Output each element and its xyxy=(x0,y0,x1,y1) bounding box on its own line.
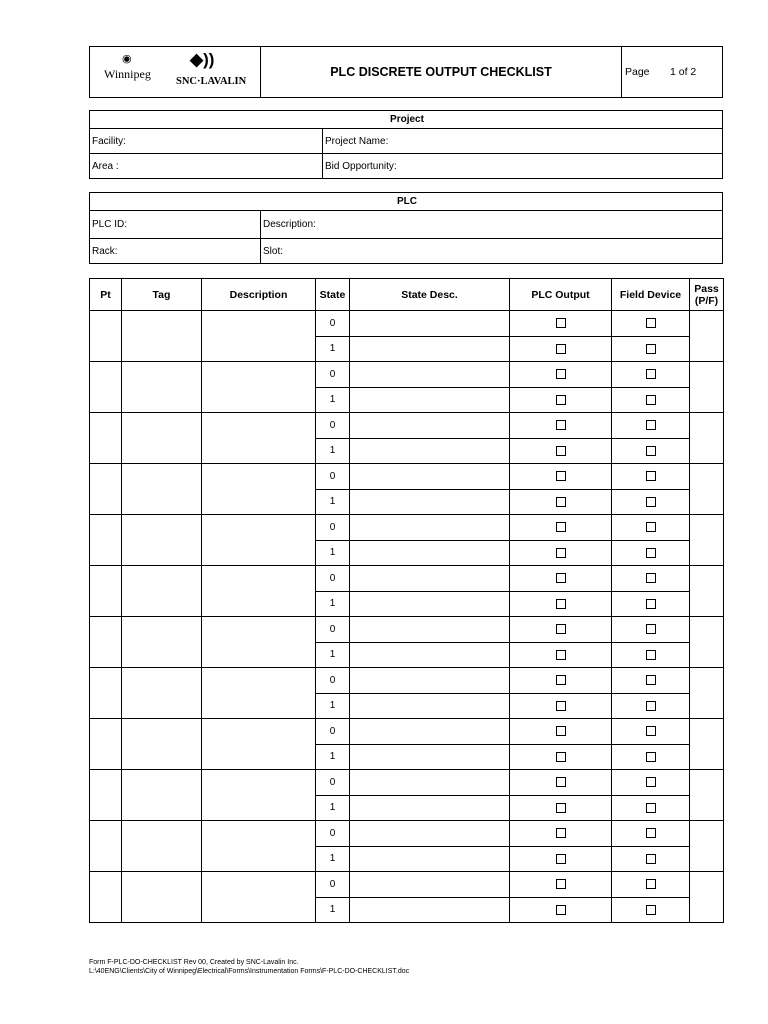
tag-cell[interactable] xyxy=(122,413,202,464)
plc-output-checkbox[interactable] xyxy=(556,522,566,532)
field-device-checkbox[interactable] xyxy=(646,803,656,813)
form-header xyxy=(89,46,723,98)
field-device-cell xyxy=(612,311,690,337)
col-header-pt: Pt xyxy=(90,279,122,311)
plc-output-checkbox[interactable] xyxy=(556,752,566,762)
field-device-checkbox[interactable] xyxy=(646,446,656,456)
plc-output-checkbox[interactable] xyxy=(556,828,566,838)
field-device-checkbox[interactable] xyxy=(646,726,656,736)
facility-field[interactable]: Facility: xyxy=(90,129,323,154)
field-device-cell xyxy=(612,617,690,643)
table-row xyxy=(90,413,724,439)
plc-output-checkbox[interactable] xyxy=(556,650,566,660)
state-cell: 0 xyxy=(316,719,350,745)
table-row xyxy=(90,821,724,847)
pt-cell[interactable] xyxy=(90,770,122,821)
table-row xyxy=(90,770,724,796)
pt-cell[interactable] xyxy=(90,413,122,464)
description-cell[interactable] xyxy=(202,821,316,872)
state-desc-cell[interactable] xyxy=(350,872,510,898)
form-title: PLC DISCRETE OUTPUT CHECKLIST xyxy=(261,47,622,98)
state-cell: 0 xyxy=(316,668,350,694)
plc-output-cell xyxy=(510,515,612,541)
state-desc-cell[interactable] xyxy=(350,795,510,821)
plc-output-cell xyxy=(510,795,612,821)
page-label: Page xyxy=(625,66,650,78)
col-header-tag: Tag xyxy=(122,279,202,311)
plc-output-cell xyxy=(510,719,612,745)
plc-output-cell xyxy=(510,897,612,923)
plc-output-checkbox[interactable] xyxy=(556,726,566,736)
tag-cell[interactable] xyxy=(122,311,202,362)
pass-fail-cell[interactable] xyxy=(690,821,724,872)
table-row xyxy=(90,668,724,694)
state-desc-cell[interactable] xyxy=(350,311,510,337)
field-device-cell xyxy=(612,770,690,796)
col-header-plc-output: PLC Output xyxy=(510,279,612,311)
description-cell[interactable] xyxy=(202,617,316,668)
state-cell: 0 xyxy=(316,515,350,541)
plc-output-checkbox[interactable] xyxy=(556,395,566,405)
plc-output-cell xyxy=(510,362,612,388)
pass-fail-cell[interactable] xyxy=(690,566,724,617)
pass-fail-cell[interactable] xyxy=(690,872,724,923)
pt-cell[interactable] xyxy=(90,311,122,362)
field-device-checkbox[interactable] xyxy=(646,522,656,532)
field-device-checkbox[interactable] xyxy=(646,573,656,583)
pass-fail-cell[interactable] xyxy=(690,515,724,566)
field-device-checkbox[interactable] xyxy=(646,497,656,507)
col-header-state-desc: State Desc. xyxy=(350,279,510,311)
plc-heading: PLC xyxy=(90,193,723,211)
state-desc-cell[interactable] xyxy=(350,489,510,515)
project-heading: Project xyxy=(90,111,723,129)
description-cell[interactable] xyxy=(202,311,316,362)
col-header-field-device: Field Device xyxy=(612,279,690,311)
plc-output-checkbox[interactable] xyxy=(556,420,566,430)
plc-output-checkbox[interactable] xyxy=(556,624,566,634)
field-device-checkbox[interactable] xyxy=(646,471,656,481)
field-device-cell xyxy=(612,413,690,439)
table-row xyxy=(90,617,724,643)
field-device-checkbox[interactable] xyxy=(646,905,656,915)
form-footer xyxy=(89,958,409,976)
state-cell: 1 xyxy=(316,489,350,515)
field-device-cell xyxy=(612,362,690,388)
field-device-checkbox[interactable] xyxy=(646,318,656,328)
state-desc-cell[interactable] xyxy=(350,693,510,719)
description-cell[interactable] xyxy=(202,668,316,719)
state-desc-cell[interactable] xyxy=(350,515,510,541)
field-device-cell xyxy=(612,464,690,490)
state-desc-cell[interactable] xyxy=(350,846,510,872)
plc-output-cell xyxy=(510,591,612,617)
tag-cell[interactable] xyxy=(122,821,202,872)
plc-output-cell xyxy=(510,668,612,694)
state-desc-cell[interactable] xyxy=(350,642,510,668)
pt-cell[interactable] xyxy=(90,362,122,413)
state-desc-cell[interactable] xyxy=(350,566,510,592)
state-desc-cell[interactable] xyxy=(350,617,510,643)
plc-output-checkbox[interactable] xyxy=(556,777,566,787)
state-cell: 1 xyxy=(316,693,350,719)
table-row xyxy=(90,311,724,337)
tag-cell[interactable] xyxy=(122,566,202,617)
plc-output-cell xyxy=(510,413,612,439)
field-device-checkbox[interactable] xyxy=(646,650,656,660)
field-device-cell xyxy=(612,515,690,541)
state-cell: 1 xyxy=(316,897,350,923)
state-cell: 1 xyxy=(316,387,350,413)
pt-cell[interactable] xyxy=(90,464,122,515)
plc-output-cell xyxy=(510,311,612,337)
plc-output-cell xyxy=(510,872,612,898)
plc-output-cell xyxy=(510,770,612,796)
state-cell: 0 xyxy=(316,872,350,898)
pass-fail-cell[interactable] xyxy=(690,719,724,770)
plc-output-checkbox[interactable] xyxy=(556,573,566,583)
plc-output-checkbox[interactable] xyxy=(556,879,566,889)
plc-output-checkbox[interactable] xyxy=(556,548,566,558)
logo-cell xyxy=(90,47,261,98)
table-row xyxy=(90,719,724,745)
plc-output-checkbox[interactable] xyxy=(556,344,566,354)
plc-output-cell xyxy=(510,642,612,668)
page-indicator xyxy=(622,47,723,98)
pass-fail-cell[interactable] xyxy=(690,668,724,719)
table-row xyxy=(90,515,724,541)
tag-cell[interactable] xyxy=(122,719,202,770)
pass-fail-cell[interactable] xyxy=(690,617,724,668)
plc-output-checkbox[interactable] xyxy=(556,854,566,864)
state-desc-cell[interactable] xyxy=(350,591,510,617)
tag-cell[interactable] xyxy=(122,362,202,413)
slot-field[interactable]: Slot: xyxy=(261,239,723,264)
plc-id-field[interactable]: PLC ID: xyxy=(90,211,261,239)
field-device-cell xyxy=(612,336,690,362)
plc-output-checkbox[interactable] xyxy=(556,446,566,456)
plc-output-cell xyxy=(510,464,612,490)
pt-cell[interactable] xyxy=(90,719,122,770)
state-desc-cell[interactable] xyxy=(350,719,510,745)
state-cell: 0 xyxy=(316,464,350,490)
winnipeg-logo: Winnipeg xyxy=(104,67,151,81)
winnipeg-logo-icon: ◉ xyxy=(122,53,132,65)
pass-fail-cell[interactable] xyxy=(690,311,724,362)
description-cell[interactable] xyxy=(202,362,316,413)
state-desc-cell[interactable] xyxy=(350,413,510,439)
plc-output-cell xyxy=(510,387,612,413)
area-field[interactable]: Area : xyxy=(90,154,323,179)
state-cell: 1 xyxy=(316,795,350,821)
tag-cell[interactable] xyxy=(122,617,202,668)
col-header-pass: Pass (P/F) xyxy=(690,279,724,311)
field-device-checkbox[interactable] xyxy=(646,879,656,889)
tag-cell[interactable] xyxy=(122,872,202,923)
pt-cell[interactable] xyxy=(90,515,122,566)
field-device-checkbox[interactable] xyxy=(646,395,656,405)
plc-output-checkbox[interactable] xyxy=(556,497,566,507)
state-desc-cell[interactable] xyxy=(350,362,510,388)
tag-cell[interactable] xyxy=(122,515,202,566)
field-device-cell xyxy=(612,795,690,821)
state-cell: 0 xyxy=(316,311,350,337)
state-cell: 0 xyxy=(316,617,350,643)
state-desc-cell[interactable] xyxy=(350,387,510,413)
state-desc-cell[interactable] xyxy=(350,540,510,566)
plc-output-cell xyxy=(510,540,612,566)
field-device-cell xyxy=(612,719,690,745)
state-desc-cell[interactable] xyxy=(350,464,510,490)
state-cell: 1 xyxy=(316,846,350,872)
state-desc-cell[interactable] xyxy=(350,821,510,847)
field-device-checkbox[interactable] xyxy=(646,854,656,864)
page-value: 1 of 2 xyxy=(670,66,697,78)
plc-output-checkbox[interactable] xyxy=(556,675,566,685)
description-cell[interactable] xyxy=(202,515,316,566)
tag-cell[interactable] xyxy=(122,668,202,719)
rack-field[interactable]: Rack: xyxy=(90,239,261,264)
field-device-cell xyxy=(612,566,690,592)
field-device-cell xyxy=(612,642,690,668)
field-device-checkbox[interactable] xyxy=(646,828,656,838)
plc-output-cell xyxy=(510,744,612,770)
plc-table xyxy=(89,192,723,264)
field-device-cell xyxy=(612,744,690,770)
description-cell[interactable] xyxy=(202,413,316,464)
field-device-cell xyxy=(612,897,690,923)
table-row xyxy=(90,464,724,490)
field-device-checkbox[interactable] xyxy=(646,344,656,354)
snc-lavalin-logo-icon: ◆)) xyxy=(190,50,215,69)
field-device-cell xyxy=(612,846,690,872)
state-cell: 0 xyxy=(316,770,350,796)
field-device-cell xyxy=(612,540,690,566)
state-desc-cell[interactable] xyxy=(350,744,510,770)
footer-line-2: L:\40ENG\Clients\City of Winnipeg\Electrical\Forms\Instrumentation Forms\F-PLC-DO-CHECKLIST.doc xyxy=(89,968,410,975)
snc-lavalin-logo: SNC·LAVALIN xyxy=(176,76,247,87)
field-device-cell xyxy=(612,872,690,898)
checklist-body xyxy=(90,311,724,923)
tag-cell[interactable] xyxy=(122,770,202,821)
description-cell[interactable] xyxy=(202,872,316,923)
field-device-cell xyxy=(612,693,690,719)
pt-cell[interactable] xyxy=(90,872,122,923)
state-desc-cell[interactable] xyxy=(350,897,510,923)
plc-output-checkbox[interactable] xyxy=(556,803,566,813)
state-cell: 1 xyxy=(316,336,350,362)
field-device-checkbox[interactable] xyxy=(646,369,656,379)
field-device-cell xyxy=(612,668,690,694)
description-cell[interactable] xyxy=(202,566,316,617)
state-cell: 0 xyxy=(316,413,350,439)
field-device-checkbox[interactable] xyxy=(646,777,656,787)
state-cell: 1 xyxy=(316,642,350,668)
plc-output-cell xyxy=(510,617,612,643)
pt-cell[interactable] xyxy=(90,617,122,668)
plc-output-checkbox[interactable] xyxy=(556,599,566,609)
pass-fail-cell[interactable] xyxy=(690,770,724,821)
col-header-state: State xyxy=(316,279,350,311)
state-desc-cell[interactable] xyxy=(350,668,510,694)
state-cell: 0 xyxy=(316,821,350,847)
field-device-checkbox[interactable] xyxy=(646,701,656,711)
pass-fail-cell[interactable] xyxy=(690,413,724,464)
pt-cell[interactable] xyxy=(90,566,122,617)
bid-opportunity-field[interactable]: Bid Opportunity: xyxy=(323,154,723,179)
description-cell[interactable] xyxy=(202,464,316,515)
col-header-description: Description xyxy=(202,279,316,311)
pt-cell[interactable] xyxy=(90,821,122,872)
table-row xyxy=(90,566,724,592)
plc-output-cell xyxy=(510,438,612,464)
field-device-checkbox[interactable] xyxy=(646,599,656,609)
pass-fail-cell[interactable] xyxy=(690,362,724,413)
plc-output-checkbox[interactable] xyxy=(556,701,566,711)
plc-output-cell xyxy=(510,566,612,592)
field-device-cell xyxy=(612,591,690,617)
pt-cell[interactable] xyxy=(90,668,122,719)
field-device-cell xyxy=(612,821,690,847)
state-desc-cell[interactable] xyxy=(350,438,510,464)
plc-output-checkbox[interactable] xyxy=(556,471,566,481)
checklist-table xyxy=(89,278,724,923)
table-row xyxy=(90,872,724,898)
field-device-checkbox[interactable] xyxy=(646,624,656,634)
plc-output-cell xyxy=(510,693,612,719)
field-device-checkbox[interactable] xyxy=(646,548,656,558)
field-device-checkbox[interactable] xyxy=(646,420,656,430)
state-desc-cell[interactable] xyxy=(350,336,510,362)
plc-output-cell xyxy=(510,489,612,515)
state-cell: 0 xyxy=(316,362,350,388)
field-device-cell xyxy=(612,489,690,515)
state-desc-cell[interactable] xyxy=(350,770,510,796)
project-name-field[interactable]: Project Name: xyxy=(323,129,723,154)
field-device-checkbox[interactable] xyxy=(646,752,656,762)
state-cell: 1 xyxy=(316,744,350,770)
field-device-cell xyxy=(612,387,690,413)
project-table xyxy=(89,110,723,179)
description-cell[interactable] xyxy=(202,719,316,770)
plc-output-cell xyxy=(510,846,612,872)
pass-fail-cell[interactable] xyxy=(690,464,724,515)
plc-output-cell xyxy=(510,336,612,362)
plc-output-checkbox[interactable] xyxy=(556,369,566,379)
state-cell: 1 xyxy=(316,438,350,464)
plc-description-field[interactable]: Description: xyxy=(261,211,723,239)
plc-output-checkbox[interactable] xyxy=(556,318,566,328)
description-cell[interactable] xyxy=(202,770,316,821)
tag-cell[interactable] xyxy=(122,464,202,515)
state-cell: 0 xyxy=(316,566,350,592)
table-row xyxy=(90,362,724,388)
field-device-checkbox[interactable] xyxy=(646,675,656,685)
plc-output-checkbox[interactable] xyxy=(556,905,566,915)
plc-output-cell xyxy=(510,821,612,847)
state-cell: 1 xyxy=(316,591,350,617)
state-cell: 1 xyxy=(316,540,350,566)
field-device-cell xyxy=(612,438,690,464)
footer-line-1: Form F-PLC-DO-CHECKLIST Rev 00, Created by SNC-Lavalin Inc. xyxy=(89,959,299,966)
